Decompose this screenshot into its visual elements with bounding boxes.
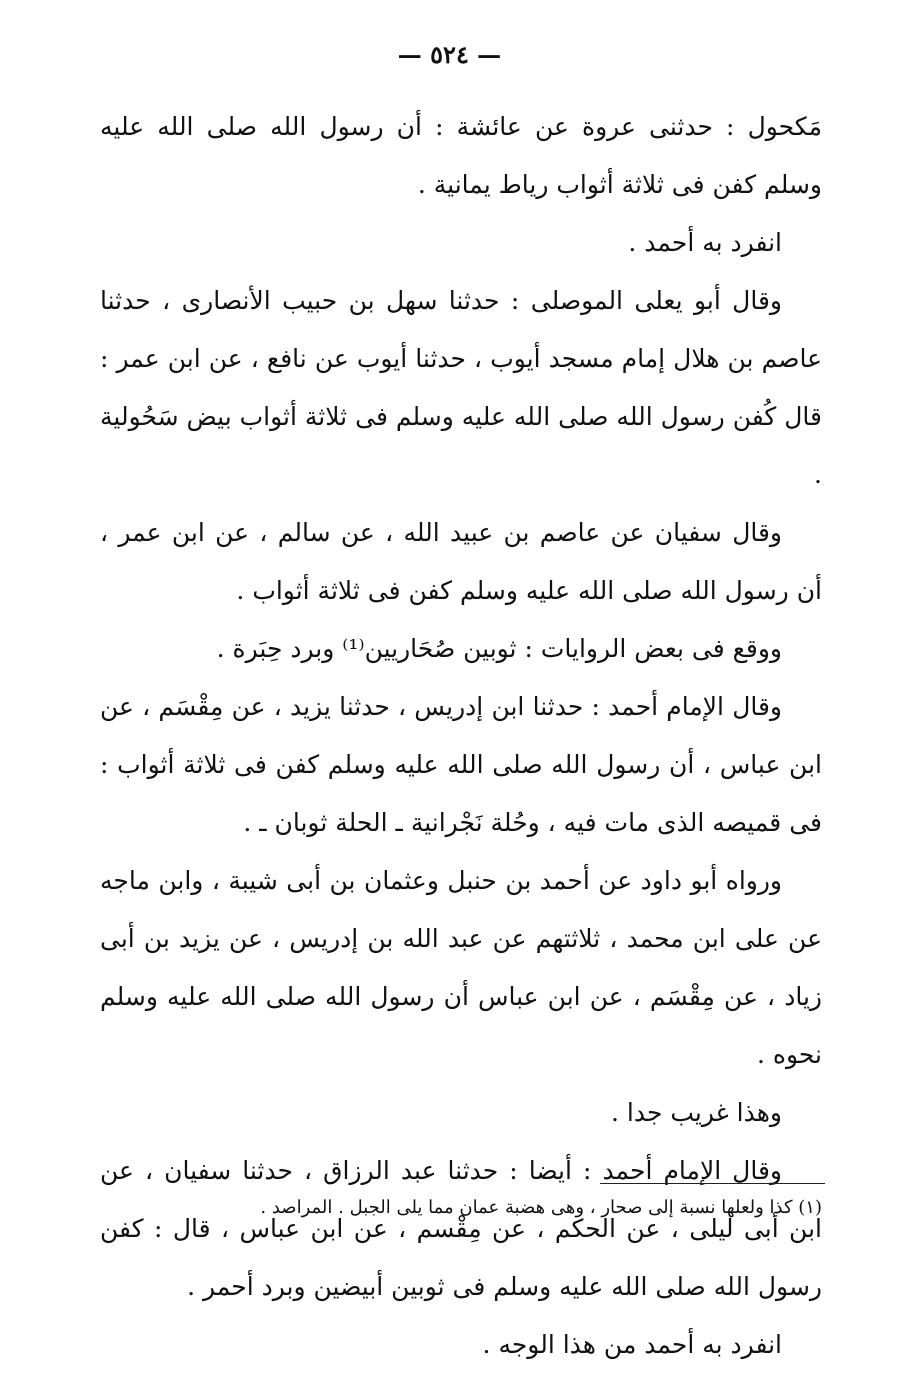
paragraph-6: وقال الإمام أحمد : حدثنا ابن إدريس ، حدثنا يزيد ، عن مِقْسَم ، عن ابن عباس ، أن رسول الله صلى الله عليه وسلم كفن فى ثلاثة أثواب : فى قميصه الذى مات فيه ، وحُلة نَجْرانية ـ الحلة ثوبان ـ . — [100, 692, 822, 837]
paragraph-10: انفرد به أحمد من هذا الوجه . — [482, 1330, 782, 1359]
paragraph-2: انفرد به أحمد . — [628, 228, 782, 257]
paragraph-8: وهذا غريب جدا . — [610, 1098, 782, 1127]
page-number: — ٥٢٤ — — [397, 40, 502, 69]
paragraph-9: وقال الإمام أحمد : أيضا : حدثنا عبد الرزاق ، حدثنا سفيان ، عن ابن أبى ليلى ، عن الحكم ، عن مِقْسم ، عن ابن عباس ، قال : كفن رسول الله صلى الله عليه وسلم فى ثوبين أبيضين وبرد أحمر . — [100, 1156, 822, 1301]
paragraph-1: مَكحول : حدثنى عروة عن عائشة : أن رسول الله صلى الله عليه وسلم كفن فى ثلاثة أثواب رياط يمانية . — [100, 112, 822, 199]
paragraph-7: ورواه أبو داود عن أحمد بن حنبل وعثمان بن أبى شيبة ، وابن ماجه عن على ابن محمد ، ثلاثتهم عن عبد الله بن إدريس ، عن يزيد بن أبى زياد ، عن مِقْسَم ، عن ابن عباس أن رسول الله صلى الله عليه وسلم نحوه . — [100, 866, 822, 1069]
paragraph-4: وقال سفيان عن عاصم بن عبيد الله ، عن سالم ، عن ابن عمر ، أن رسول الله صلى الله عليه وسلم كفن فى ثلاثة أثواب . — [100, 518, 822, 605]
footnote-divider — [600, 1183, 825, 1184]
footnote: (١) كذا ولعلها نسبة إلى صحار ، وهى هضبة عمان مما يلى الجبل . المراصد . — [260, 1197, 822, 1218]
paragraph-5: ووقع فى بعض الروايات : ثوبين صُحَاريين⁽¹⁾ وبرد حِبَرة . — [216, 634, 782, 663]
paragraph-3: وقال أبو يعلى الموصلى : حدثنا سهل بن حبيب الأنصارى ، حدثنا عاصم بن هلال إمام مسجد أيوب ، حدثنا أيوب عن نافع ، عن ابن عمر : قال كُفن رسول الله صلى الله عليه وسلم فى ثلاثة أثواب بيض سَحُولية . — [100, 286, 822, 489]
